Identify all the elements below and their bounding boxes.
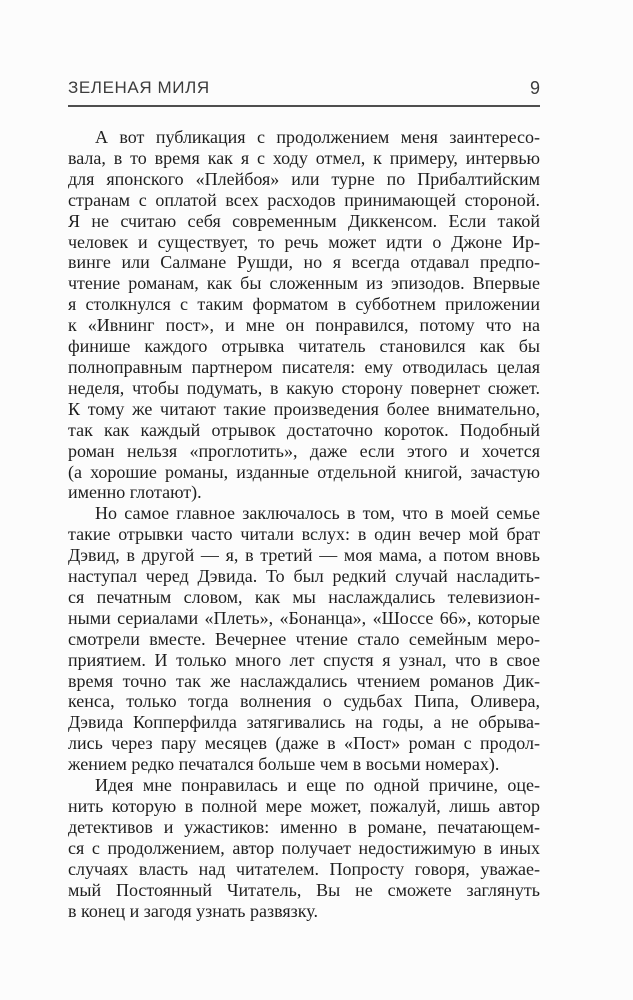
text-line: лись через пару месяцев (даже в «Пост» роман с продол- <box>68 733 540 754</box>
text-line: человек и существует, то речь может идти о Джоне Ир- <box>68 231 540 252</box>
text-line: А вот публикация с продолжением меня заинтересо- <box>95 127 540 147</box>
text-line: детективов и ужастиков: именно в романе, печатающем- <box>68 816 540 837</box>
text-line: для японского «Плейбоя» или турне по Прибалтийским <box>68 168 540 189</box>
text-line: ся с продолжением, автор получает недостижимую в иных <box>68 837 540 858</box>
text-line: неделя, чтобы подумать, в какую сторону повернет сюжет. <box>68 377 540 398</box>
paragraph <box>68 127 540 503</box>
book-title: ЗЕЛЕНАЯ МИЛЯ <box>68 78 210 97</box>
running-header <box>68 79 540 107</box>
page-number: 9 <box>529 78 540 98</box>
text-line: полноправным партнером писателя: ему отводилась целая <box>68 356 540 377</box>
text-line: случаях власть над читателем. Попросту говоря, уважае- <box>68 858 540 879</box>
text-line: роман нельзя «проглотить», даже если этого и хочется <box>68 440 540 461</box>
text-line: приятием. И только много лет спустя я узнал, что в свое <box>68 649 540 670</box>
text-line: Но самое главное заключалось в том, что в моей семье <box>95 503 540 524</box>
text-line: Идея мне понравилась и еще по одной причине, оце- <box>95 775 540 796</box>
text-line: чтение романам, как бы сложенным из эпизодов. Впервые <box>68 273 540 294</box>
text-line: ными сериалами «Плеть», «Бонанца», «Шоссе 66», которые <box>68 607 540 628</box>
text-line: вала, в то время как я с ходу отмел, к примеру, интервью <box>68 147 540 168</box>
text-line: такие отрывки часто читали вслух: в один вечер мой брат <box>68 524 540 545</box>
text-line: К тому же читают такие произведения более внимательно, <box>68 398 540 419</box>
text-line: ся печатным словом, как мы наслаждались телевизион- <box>68 586 540 607</box>
text-line: странам с оплатой всех расходов принимающей стороной. <box>68 189 540 210</box>
text-line: (а хорошие романы, изданные отдельной книгой, зачастую <box>68 461 540 482</box>
text-line: в конец и загодя узнать развязку. <box>68 900 318 921</box>
text-line: наступал черед Дэвида. То был редкий случай насладить- <box>68 566 540 587</box>
text-line: я столкнулся с таким форматом в субботнем приложении <box>68 294 540 315</box>
text-line: Дэвид, в другой — я, в третий — моя мама, а потом вновь <box>68 545 540 566</box>
text-line: время точно так же наслаждались чтением романов Дик- <box>68 670 540 691</box>
text-line: смотрели вместе. Вечернее чтение стало семейным меро- <box>68 628 540 649</box>
text-line: винге или Салмане Рушди, но я всегда отдавал предпо- <box>68 252 540 273</box>
text-line: жением редко печатался больше чем в восьми номерах). <box>68 754 500 775</box>
text-line: кенса, только тогда волнения о судьбах Пипа, Оливера, <box>68 691 540 712</box>
text-line: мый Постоянный Читатель, Вы не сможете заглянуть <box>68 879 540 900</box>
text-line: так как каждый отрывок достаточно короток. Подобный <box>68 419 540 440</box>
text-line: финише каждого отрывка читатель становился как бы <box>68 336 540 357</box>
text-line: именно глотают). <box>68 482 202 503</box>
paragraph <box>68 775 540 921</box>
paragraph <box>68 503 540 775</box>
page-body <box>68 127 540 921</box>
page-content <box>68 79 540 921</box>
text-line: нить которую в полной мере может, пожалуй, лишь автор <box>68 796 540 816</box>
text-line: Дэвида Копперфилда затягивались на годы, а не обрыва- <box>68 712 540 733</box>
text-line: Я не считаю себя современным Диккенсом. Если такой <box>68 210 540 231</box>
text-line: к «Ивнинг пост», и мне он понравился, потому что на <box>68 315 540 336</box>
